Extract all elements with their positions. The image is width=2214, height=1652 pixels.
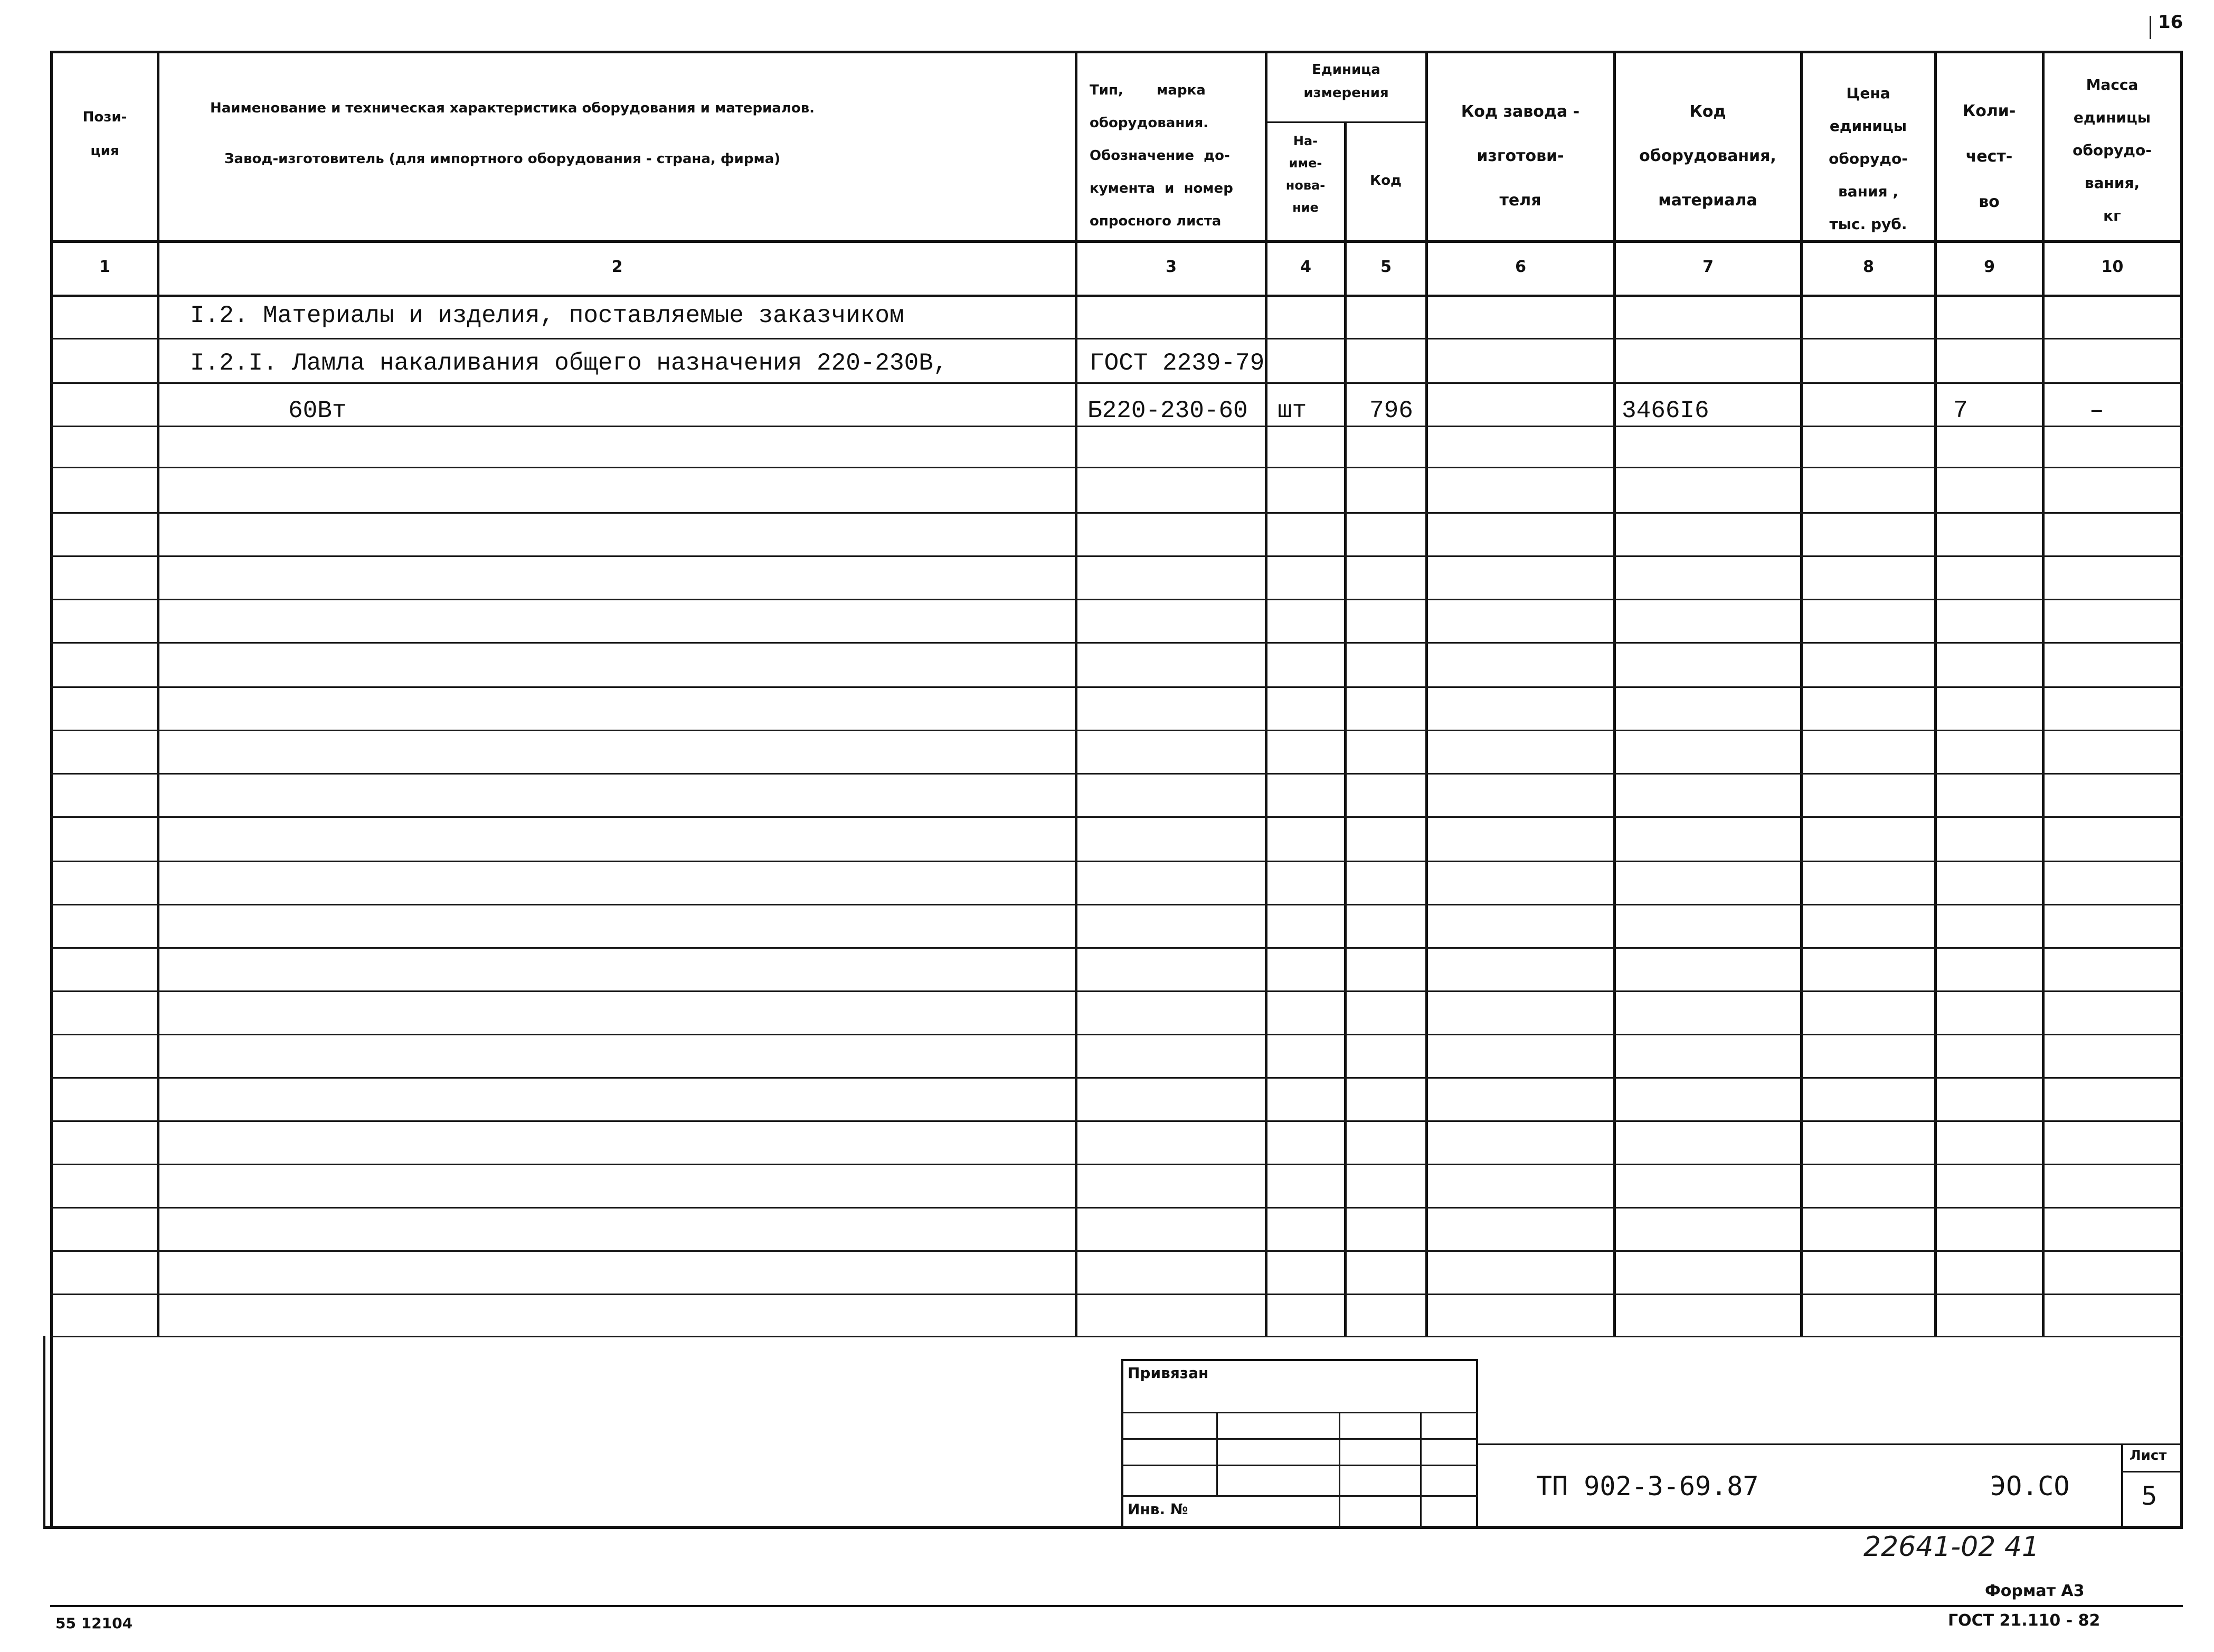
row-line-15 <box>50 947 2183 949</box>
header-maker-code: Код завода - изготови- теля <box>1461 102 1580 210</box>
row-line-5 <box>50 512 2183 514</box>
row3-qty: 7 <box>1953 397 1968 424</box>
colnum-4: 4 <box>1300 258 1311 276</box>
row-line-2 <box>50 382 2183 384</box>
header-unit-code: Код <box>1369 173 1402 188</box>
row-line-9 <box>50 686 2183 688</box>
row3-mass: – <box>2089 397 2104 424</box>
col-line-2 <box>1075 51 1077 1336</box>
colnum-bottom-line <box>50 295 2183 297</box>
sheet-box-left <box>2121 1443 2123 1528</box>
colnum-7: 7 <box>1702 258 1714 276</box>
sheet-number: 5 <box>2141 1481 2158 1511</box>
stamp-col-line-3 <box>1420 1412 1422 1528</box>
header-unit-name: На- име- нова- ние <box>1285 134 1326 215</box>
row-line-10 <box>50 730 2183 731</box>
col-line-3 <box>1265 51 1267 1336</box>
header-price: Цена единицы оборудо- вания , тыс. руб. <box>1829 84 1908 233</box>
row-line-24 <box>50 1336 2183 1337</box>
doc-section: ЭО.СО <box>1990 1471 2070 1502</box>
row-line-8 <box>50 642 2183 644</box>
corner-mark: 16 <box>2158 12 2183 33</box>
col-line-1 <box>157 51 159 1336</box>
row-line-17 <box>50 1034 2183 1035</box>
colnum-8: 8 <box>1863 258 1874 276</box>
col-line-6 <box>1613 51 1616 1336</box>
row-line-19 <box>50 1120 2183 1122</box>
row2-type: ГОСТ 2239-79 <box>1090 350 1265 377</box>
gost-label: ГОСТ 21.110 - 82 <box>1948 1611 2101 1630</box>
format-label: Формат А3 <box>1985 1582 2085 1600</box>
colnum-9: 9 <box>1984 258 1995 276</box>
row2-name: I.2.I. Ламла накаливания общего назначения 220-230В, <box>190 350 948 377</box>
row-line-21 <box>50 1207 2183 1209</box>
row-line-22 <box>50 1250 2183 1252</box>
row1-name: I.2. Материалы и изделия, поставляемые заказчиком <box>190 302 904 329</box>
frame-top <box>50 51 2183 53</box>
stamp-col-line-1 <box>1216 1412 1218 1495</box>
doc-code: ТП 902-3-69.87 <box>1536 1471 1759 1502</box>
handwritten-number: 22641-02 41 <box>1863 1531 2040 1563</box>
header-item-code: Код оборудования, материала <box>1639 102 1776 210</box>
row-line-11 <box>50 773 2183 775</box>
stamp-row-line-1 <box>1121 1412 1478 1413</box>
header-qty: Коли- чест- во <box>1962 102 2016 211</box>
header-type: Тип, марка оборудования. Обозначение до- кумента и номер опросного листа <box>1090 82 1233 229</box>
corner-tick <box>2150 16 2151 39</box>
row-line-6 <box>50 555 2183 557</box>
stamp-top-line <box>1121 1359 1478 1361</box>
frame-bottom <box>43 1526 2183 1529</box>
row-line-23 <box>50 1294 2183 1295</box>
colnum-1: 1 <box>99 258 110 276</box>
frame-right <box>2180 51 2183 1529</box>
stamp-left-line <box>1121 1359 1123 1528</box>
header-mass: Масса единицы оборудо- вания, кг <box>2073 76 2152 224</box>
row3-item-code: 3466I6 <box>1622 397 1709 424</box>
col-line-9 <box>2042 51 2045 1336</box>
row-line-1 <box>50 338 2183 339</box>
stamp-row-line-3 <box>1121 1465 1478 1466</box>
row-line-16 <box>50 990 2183 992</box>
row3-name: 60Вт <box>288 397 347 424</box>
header-name-line2: Завод-изготовитель (для импортного оборудования - страна, фирма) <box>224 151 781 167</box>
colnum-3: 3 <box>1166 258 1177 276</box>
colnum-10: 10 <box>2101 258 2124 276</box>
row-line-13 <box>50 861 2183 862</box>
colnum-2: 2 <box>611 258 623 276</box>
row-line-7 <box>50 599 2183 600</box>
col-line-8 <box>1934 51 1937 1336</box>
sheet-label: Лист <box>2130 1448 2167 1464</box>
row3-unit-code: 796 <box>1369 397 1413 424</box>
row-line-12 <box>50 816 2183 818</box>
row-line-20 <box>50 1164 2183 1165</box>
stamp-col-line-2 <box>1339 1412 1340 1528</box>
sheet-box-divider <box>2121 1471 2180 1472</box>
col-line-7 <box>1800 51 1803 1336</box>
colnum-6: 6 <box>1515 258 1526 276</box>
stamp-attached-label: Привязан <box>1128 1364 1209 1382</box>
row-line-3 <box>50 426 2183 427</box>
col-line-5 <box>1425 51 1428 1336</box>
stamp-inv-label: Инв. № <box>1128 1500 1188 1518</box>
left-code: 55 12104 <box>55 1615 133 1632</box>
row-line-14 <box>50 904 2183 905</box>
frame-left-outer <box>43 1336 45 1529</box>
row3-unit-name: шт <box>1278 397 1307 424</box>
row-line-18 <box>50 1077 2183 1079</box>
row3-type: Б220-230-60 <box>1087 397 1248 424</box>
colnum-5: 5 <box>1380 258 1392 276</box>
header-position: Пози- ция <box>82 109 127 159</box>
col-line-4 <box>1344 121 1347 1336</box>
header-unit-group: Единица измерения <box>1303 62 1389 101</box>
titleblock-line <box>1478 1443 2180 1445</box>
stamp-row-line-2 <box>1121 1438 1478 1440</box>
footer-line <box>50 1605 2183 1607</box>
header-name-line1: Наименование и техническая характеристика оборудования и материалов. <box>210 100 815 116</box>
row-line-4 <box>50 467 2183 468</box>
stamp-row-line-4 <box>1121 1495 1478 1497</box>
